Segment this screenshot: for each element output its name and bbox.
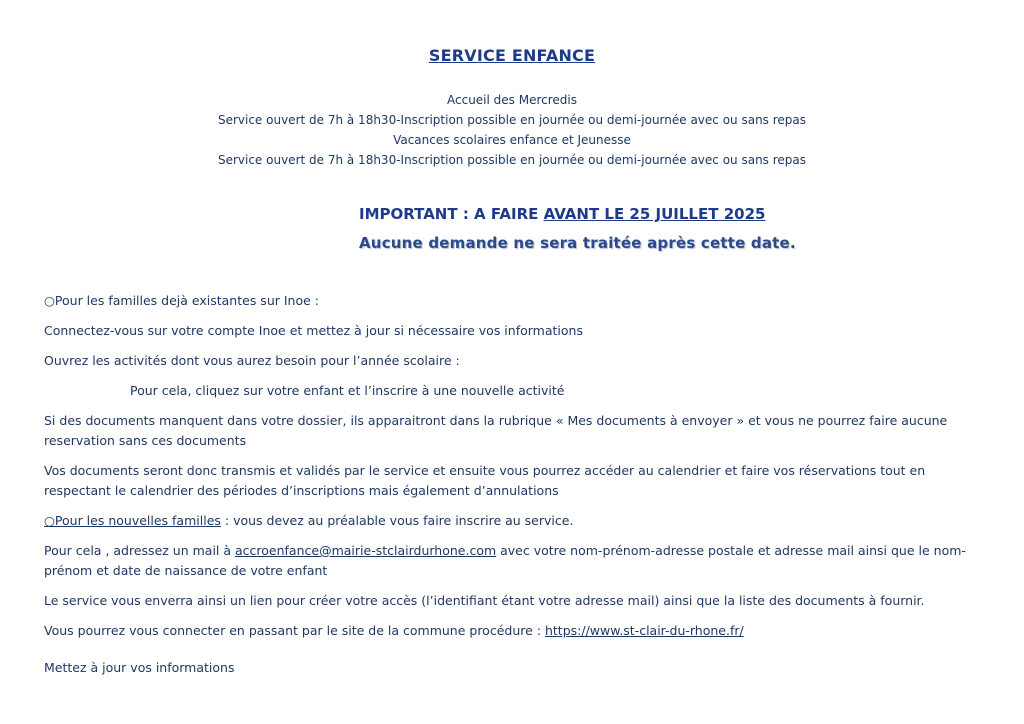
send-mail-text-after: avec votre nom-prénom-adresse postale et adresse mail ainsi que le nom-prénom et date de naissance de votre enfant	[44, 543, 966, 578]
paragraph-connect: Connectez-vous sur votre compte Inoe et mettez à jour si nécessaire vos informations	[44, 323, 583, 338]
existing-families-header: ○Pour les familles dejà existantes sur Inoe :	[44, 293, 319, 308]
send-mail-text-before: Pour cela , adressez un mail à	[44, 543, 235, 558]
important-deadline: AVANT LE 25 JUILLET 2025	[543, 205, 766, 223]
paragraph-website	[44, 621, 984, 641]
paragraph-update-info: Mettez à jour vos informations	[44, 660, 235, 675]
website-link[interactable]: https://www.st-clair-du-rhone.fr/	[544, 623, 744, 638]
page-title: SERVICE ENFANCE	[428, 46, 596, 65]
intro-line-1: Accueil des Mercredis	[447, 93, 577, 107]
intro-line-4: Service ouvert de 7h à 18h30-Inscription possible en journée ou demi-journée avec ou sans repas	[217, 153, 807, 167]
email-link[interactable]: accroenfance@mairie-stclairdurhone.com	[235, 543, 497, 558]
paragraph-documents-validated: Vos documents seront donc transmis et validés par le service et ensuite vous pourrez accéder au calendrier et faire vos réservations tout en respectant le calendrier des périodes d’inscriptions mais également d’annulations	[44, 463, 926, 498]
website-text: Vous pourrez vous connecter en passant par le site de la commune procédure :	[44, 623, 545, 638]
paragraph-send-mail	[44, 541, 984, 581]
intro-line-3: Vacances scolaires enfance et Jeunesse	[393, 133, 631, 147]
new-families-text: : vous devez au préalable vous faire inscrire au service.	[220, 513, 574, 528]
important-notice: Aucune demande ne sera traitée après cette date.	[359, 234, 796, 252]
paragraph-open-activities: Ouvrez les activités dont vous aurez besoin pour l’année scolaire :	[44, 353, 460, 368]
intro-line-2: Service ouvert de 7h à 18h30-Inscription possible en journée ou demi-journée avec ou sans repas	[217, 113, 807, 127]
new-families-header	[44, 511, 984, 531]
paragraph-missing-documents: Si des documents manquent dans votre dossier, ils apparaitront dans la rubrique « Mes documents à envoyer » et vous ne pourrez faire aucune reservation sans ces documents	[44, 413, 948, 448]
new-families-label: ○Pour les nouvelles familles	[44, 513, 221, 528]
important-heading	[359, 205, 765, 223]
paragraph-access-link: Le service vous enverra ainsi un lien pour créer votre accès (l’identifiant étant votre adresse mail) ainsi que la liste des documents à fournir.	[44, 593, 925, 608]
paragraph-click-child: Pour cela, cliquez sur votre enfant et l’inscrire à une nouvelle activité	[130, 383, 565, 398]
important-prefix: IMPORTANT : A FAIRE	[359, 205, 544, 223]
